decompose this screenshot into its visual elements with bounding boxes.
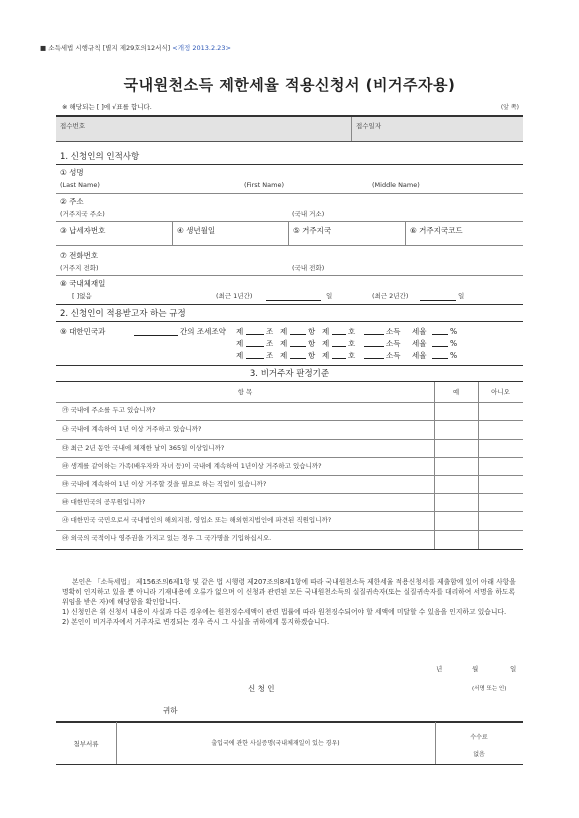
form-title: 국내원천소득 제한세율 적용신청서 (비거주자용) (123, 76, 456, 94)
signature-field[interactable] (300, 692, 460, 693)
income-type-2-input[interactable] (364, 339, 384, 347)
address-label: ② 주소 (60, 197, 84, 206)
day-unit-2: 일 (458, 292, 465, 300)
treaty-country-input[interactable] (134, 327, 178, 336)
criteria-row-country: ㉵ 외국의 국적이나 영주권을 가지고 있는 경우 그 국가명을 기입하십시오. (62, 534, 272, 542)
criteria-row: ㉮ 국내에 주소를 두고 있습니까? (62, 406, 156, 414)
article-2-input[interactable] (246, 339, 264, 347)
check-note: ※ 해당되는 [ ]에 √표를 합니다. (62, 103, 152, 111)
col-yes-header: 예 (452, 388, 460, 396)
domestic-phone-label: (국내 전화) (292, 264, 325, 272)
front-page-label: (앞 쪽) (500, 104, 519, 111)
article-row-3: 제 조 제 항 제 호 소득 세율 % (236, 351, 458, 360)
income-type-1-input[interactable] (364, 327, 384, 335)
article-row-2: 제 조 제 항 제 호 소득 세율 % (236, 339, 458, 348)
treaty-label: 간의 조세조약 (180, 327, 226, 336)
item-1-input[interactable] (332, 327, 346, 335)
day-label: 일 (510, 665, 517, 673)
recent-2year-label: (최근 2년간) (372, 292, 409, 300)
declaration-text (62, 577, 522, 627)
revision-date: <개정 2013.2.23> (172, 44, 231, 52)
tin-label: ③ 납세자번호 (60, 226, 106, 235)
stay-none-checkbox[interactable]: [ ]없음 (72, 292, 92, 300)
article-1-input[interactable] (246, 327, 264, 335)
col-item-header: 항 목 (237, 388, 253, 396)
recent-2year-input[interactable] (420, 292, 456, 301)
article-row-1: 제 조 제 항 제 호 소득 세율 % (236, 327, 458, 336)
phone-label: ⑦ 전화번호 (60, 251, 99, 260)
declaration-main: 본인은 「소득세법」 제156조의6제1항 및 같은 법 시행령 제207조의8제1항에 따라 국내원천소득 제한세율 적용신청서를 제출함에 있어 아래 사항을 명확히 인지하고 있을 뿐 아니라 기재내용에 오류가 없으며 이 신청과 관련된 모든 국내원천소득의 실질귀속자(또는 실질귀속자를 대리하여 서명을 하도록 위임을 받은 자)에 해당함을 확인합니다. (62, 578, 516, 606)
criteria-row: ㉯ 국내에 계속하여 1년 이상 거주하고 있습니까? (62, 425, 202, 433)
criteria-row: ㉰ 최근 2년 동안 국내에 체재한 날이 365일 이상입니까? (62, 444, 225, 452)
signature-note: (서명 또는 인) (472, 686, 507, 692)
residence-country-label: ⑤ 거주지국 (293, 226, 332, 235)
criteria-row: ㉳ 대한민국의 공무원입니까? (62, 498, 146, 506)
item-2-input[interactable] (332, 339, 346, 347)
paragraph-2-input[interactable] (290, 339, 306, 347)
rate-2-input[interactable] (432, 339, 448, 347)
receipt-row (56, 117, 523, 141)
criteria-row: ㉴ 대한민국 국민으로서 국내법인의 해외지점, 영업소 또는 해외현지법인에 파견된 직원입니까? (62, 516, 332, 524)
treaty-country-label: ⑨ 대한민국과 (60, 327, 106, 336)
residence-phone-label: (거주지 전화) (60, 264, 99, 272)
recipient-label: 귀하 (163, 706, 178, 715)
last-name-label: (Last Name) (60, 181, 100, 189)
declaration-item-1: 1) 신청인은 위 신청서 내용이 사실과 다른 경우에는 원천징수세액이 관련 법률에 따라 원천징수되어야 할 세액에 미달할 수 있음을 인지하고 있습니다. (62, 608, 507, 616)
article-3-input[interactable] (246, 351, 264, 359)
criteria-row: ㉲ 국내에 계속하여 1년 이상 거주할 것을 필요로 하는 직업이 있습니까? (62, 480, 267, 488)
income-type-3-input[interactable] (364, 351, 384, 359)
criteria-row: ㉱ 생계를 같이하는 가족(배우자와 자녀 등)이 국내에 계속하여 1년이상 거주하고 있습니까? (62, 462, 322, 470)
applicant-label: 신 청 인 (248, 684, 275, 693)
paragraph-1-input[interactable] (290, 327, 306, 335)
item-3-input[interactable] (332, 351, 346, 359)
year-label: 년 (436, 665, 443, 673)
stay-days-label: ⑧ 국내체재일 (60, 279, 106, 288)
first-name-label: (First Name) (244, 181, 284, 189)
section1-title: 1. 신청인의 인적사항 (60, 152, 140, 162)
fee-value: 없음 (473, 751, 485, 758)
receipt-date-label: 접수일자 (356, 122, 382, 130)
receipt-number-label: 접수번호 (60, 122, 86, 130)
section3-title: 3. 비거주자 판정기준 (249, 369, 330, 379)
name-label: ① 성명 (60, 168, 84, 177)
paragraph-3-input[interactable] (290, 351, 306, 359)
rate-3-input[interactable] (432, 351, 448, 359)
recent-1year-input[interactable] (266, 292, 321, 301)
country-code-label: ⑥ 거주지국코드 (410, 226, 463, 235)
fee-label: 수수료 (470, 734, 488, 741)
recent-1year-label: (최근 1년간) (216, 292, 253, 300)
day-unit-1: 일 (326, 292, 333, 300)
law-reference: ■ 소득세법 시행규칙 [별지 제29호의12서식] (40, 44, 171, 52)
col-no-header: 아니오 (491, 388, 510, 396)
birth-date-label: ④ 생년월일 (177, 226, 216, 235)
middle-name-label: (Middle Name) (372, 181, 420, 189)
section2-title: 2. 신청인이 적용받고자 하는 규정 (60, 309, 186, 319)
attachment-label: 첨부서류 (73, 740, 99, 748)
residence-address-label: (거주지국 주소) (60, 210, 105, 218)
form-reference (40, 44, 231, 52)
rate-1-input[interactable] (432, 327, 448, 335)
month-label: 월 (472, 665, 479, 673)
declaration-item-2: 2) 본인이 비거주자에서 거주자로 변경되는 경우 즉시 그 사실을 귀하에게 통지하겠습니다. (62, 618, 330, 626)
domestic-address-label: (국내 거소) (292, 210, 325, 218)
attachment-value: 출입국에 관한 사실증명(국내체재일이 있는 경우) (211, 740, 340, 747)
